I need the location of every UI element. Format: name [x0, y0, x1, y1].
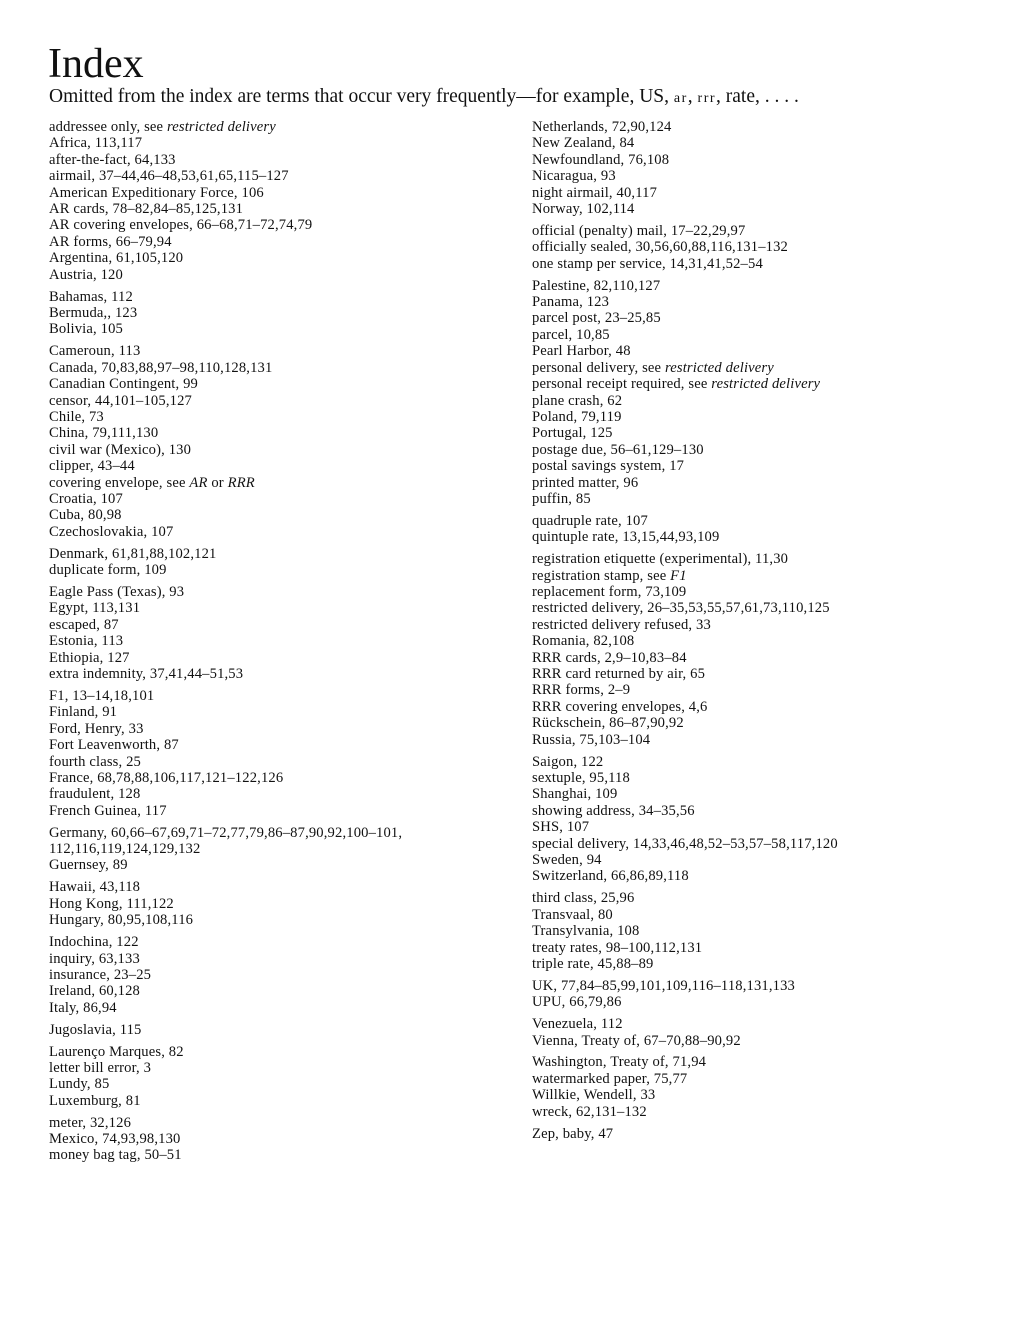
- index-entry-text: Pearl Harbor, 48: [532, 343, 631, 360]
- index-note-text: Omitted from the index are terms that occur very frequently—for example, US,: [49, 86, 674, 107]
- index-entry-text: duplicate form, 109: [49, 562, 167, 579]
- index-entry: [532, 923, 972, 939]
- index-entry-text: showing address, 34–35,56: [532, 802, 695, 819]
- index-entry-text: Palestine, 82,110,127: [532, 277, 661, 294]
- index-entry: [532, 294, 972, 310]
- index-entry-text: inquiry, 63,133: [49, 950, 140, 967]
- index-entry-text: Lundy, 85: [49, 1076, 110, 1093]
- index-entry: [49, 305, 489, 321]
- index-entry-text: Bolivia, 105: [49, 321, 123, 338]
- index-entry: [532, 852, 972, 868]
- index-note-ar: ar: [673, 91, 688, 106]
- index-note-tail: , rate, . . . .: [716, 86, 799, 107]
- index-entry-text: Russia, 75,103–104: [532, 731, 651, 748]
- index-entry: [532, 529, 972, 545]
- index-entry-text: wreck, 62,131–132: [532, 1103, 647, 1120]
- index-entry-text: Switzerland, 66,86,89,118: [532, 868, 689, 885]
- index-entry-text: plane crash, 62: [532, 392, 623, 409]
- index-entry: [49, 857, 489, 873]
- index-entry-text: or: [207, 474, 228, 491]
- index-entry-text: parcel post, 23–25,85: [532, 310, 661, 327]
- index-entry-text: Washington, Treaty of, 71,94: [532, 1054, 707, 1071]
- index-entry-text: F1, 13–14,18,101: [49, 687, 155, 704]
- index-entry-text: Germany, 60,66–67,69,71–72,77,79,86–87,90,92,100–101,: [49, 824, 403, 841]
- index-letter-group: [49, 1022, 489, 1038]
- index-entry: [532, 168, 972, 184]
- index-entry-text: RRR card returned by air, 65: [532, 666, 706, 682]
- index-entry: [49, 250, 489, 266]
- index-entry: [532, 600, 972, 616]
- index-entry-text: addressee only, see: [49, 119, 167, 135]
- index-entry: [532, 1054, 972, 1070]
- index-entry: [49, 770, 489, 786]
- index-entry-text: Ethiopia, 127: [49, 649, 130, 666]
- index-entry-text: Sweden, 94: [532, 851, 602, 868]
- index-letter-group: [532, 119, 972, 217]
- index-entry-text: RRR cards, 2,9–10,83–84: [532, 649, 687, 666]
- index-entry: [49, 376, 489, 392]
- index-entry: [49, 507, 489, 523]
- index-entry: [49, 321, 489, 337]
- index-entry-text: Vienna, Treaty of, 67–70,88–90,92: [532, 1032, 741, 1049]
- index-entry: [49, 343, 489, 359]
- index-entry: [532, 442, 972, 458]
- index-entry-text: personal delivery, see: [532, 359, 665, 376]
- index-entry: [532, 201, 972, 217]
- index-entry-text: printed matter, 96: [532, 474, 639, 491]
- index-entry: [532, 393, 972, 409]
- index-entry: [532, 513, 972, 529]
- index-entry: [532, 682, 972, 698]
- index-entry-text: third class, 25,96: [532, 890, 635, 907]
- index-entry: [532, 803, 972, 819]
- index-entry-text: Cuba, 80,98: [49, 507, 122, 524]
- index-entry-text: France, 68,78,88,106,117,121–122,126: [49, 769, 284, 786]
- index-entry-text: Egypt, 113,131: [49, 600, 141, 617]
- index-entry: [532, 223, 972, 239]
- index-letter-group: [49, 1044, 489, 1110]
- index-entry: [532, 1126, 972, 1142]
- index-entry: [49, 912, 489, 928]
- index-entry: [532, 458, 972, 474]
- index-letter-group: [49, 546, 489, 579]
- index-entry-text: quintuple rate, 13,15,44,93,109: [532, 529, 720, 546]
- index-entry-text: Venezuela, 112: [532, 1016, 623, 1033]
- index-entry-text: Chile, 73: [49, 408, 104, 425]
- index-entry-text: money bag tag, 50–51: [49, 1147, 182, 1164]
- index-entry-text: Guernsey, 89: [49, 857, 128, 874]
- index-entry: [49, 754, 489, 770]
- index-entry-text: replacement form, 73,109: [532, 583, 687, 600]
- index-entry-text: Zep, baby, 47: [532, 1125, 614, 1142]
- index-entry-text: Bermuda,, 123: [49, 304, 138, 321]
- index-entry: [532, 1071, 972, 1087]
- index-entry: [49, 825, 489, 858]
- index-entry-text: Panama, 123: [532, 294, 610, 311]
- index-entry: [49, 803, 489, 819]
- index-letter-group: [532, 513, 972, 546]
- index-entry: [532, 732, 972, 748]
- index-entry: [49, 617, 489, 633]
- index-entry: [49, 267, 489, 283]
- index-entry: [49, 152, 489, 168]
- index-letter-group: [49, 934, 489, 1016]
- index-entry: [49, 1093, 489, 1109]
- index-entry: [532, 185, 972, 201]
- index-entry: [532, 1104, 972, 1120]
- index-entry-text: quadruple rate, 107: [532, 512, 648, 529]
- index-entry: [49, 688, 489, 704]
- index-entry-text: registration stamp, see: [532, 567, 671, 584]
- index-entry: [49, 1000, 489, 1016]
- index-entry-text: fourth class, 25: [49, 753, 141, 770]
- index-entry: [532, 1033, 972, 1049]
- index-entry: [49, 666, 489, 682]
- index-entry: [532, 666, 972, 682]
- index-entry-text: New Zealand, 84: [532, 135, 635, 152]
- index-entry: [532, 940, 972, 956]
- index-entry: [49, 633, 489, 649]
- index-entry: [49, 737, 489, 753]
- index-entry-text: RRR forms, 2–9: [532, 682, 631, 699]
- index-entry: [49, 524, 489, 540]
- index-entry-text: Hungary, 80,95,108,116: [49, 912, 194, 929]
- index-letter-group: [532, 278, 972, 508]
- index-entry-cross-reference: RRR: [227, 474, 255, 491]
- index-letter-group: [49, 879, 489, 928]
- index-entry: [532, 310, 972, 326]
- index-column-right: [532, 119, 972, 1147]
- index-entry-text: Denmark, 61,81,88,102,121: [49, 545, 217, 562]
- index-entry-text: Africa, 113,117: [49, 135, 143, 152]
- index-entry: [49, 584, 489, 600]
- index-entry-text: Hong Kong, 111,122: [49, 895, 174, 912]
- index-entry: [532, 868, 972, 884]
- index-entry: [49, 983, 489, 999]
- index-entry: [49, 185, 489, 201]
- index-entry-text: Transvaal, 80: [532, 906, 613, 923]
- index-entry-text: letter bill error, 3: [49, 1059, 152, 1076]
- index-entry-text: sextuple, 95,118: [532, 769, 630, 786]
- index-letter-group: [532, 754, 972, 885]
- index-entry-text: RRR covering envelopes, 4,6: [532, 698, 708, 715]
- index-letter-group: [49, 289, 489, 338]
- index-letter-group: [49, 119, 489, 283]
- index-entry-text: China, 79,111,130: [49, 425, 159, 442]
- index-entry-text: AR cards, 78–82,84–85,125,131: [49, 201, 244, 218]
- index-entry-text: Argentina, 61,105,120: [49, 250, 184, 267]
- index-entry-text: registration etiquette (experimental), 11,30: [532, 551, 789, 568]
- index-entry-cross-reference: AR: [189, 474, 208, 491]
- index-entry: [49, 1076, 489, 1092]
- index-letter-group: [49, 825, 489, 874]
- index-entry: [532, 584, 972, 600]
- index-entry: [532, 715, 972, 731]
- index-entry: [532, 819, 972, 835]
- index-entry-text: puffin, 85: [532, 490, 591, 507]
- index-entry-cross-reference: restricted delivery: [664, 359, 774, 376]
- index-entry: [49, 360, 489, 376]
- index-entry-continuation: 112,116,119,124,129,132: [49, 841, 201, 858]
- index-entry-text: postal savings system, 17: [532, 458, 685, 475]
- index-entry: [532, 152, 972, 168]
- index-entry: [49, 217, 489, 233]
- index-entry: [532, 360, 972, 376]
- index-entry-text: Portugal, 125: [532, 425, 613, 442]
- index-entry: [532, 907, 972, 923]
- index-entry-text: AR covering envelopes, 66–68,71–72,74,79: [49, 217, 313, 234]
- index-entry-text: Italy, 86,94: [49, 999, 117, 1016]
- index-entry-text: Netherlands, 72,90,124: [532, 119, 672, 135]
- index-entry-cross-reference: restricted delivery: [711, 376, 821, 393]
- index-letter-group: [49, 688, 489, 819]
- index-entry: [49, 600, 489, 616]
- index-entry-text: Laurenço Marques, 82: [49, 1043, 184, 1060]
- index-entry-text: Estonia, 113: [49, 633, 124, 650]
- index-entry: [49, 409, 489, 425]
- index-entry: [49, 475, 489, 491]
- index-entry: [49, 934, 489, 950]
- index-note-separator: ,: [687, 86, 698, 107]
- index-entry: [532, 770, 972, 786]
- index-entry: [532, 278, 972, 294]
- index-entry: [532, 650, 972, 666]
- index-entry: [532, 568, 972, 584]
- index-entry-text: night airmail, 40,117: [532, 184, 658, 201]
- index-entry: [49, 951, 489, 967]
- index-entry-text: Jugoslavia, 115: [49, 1021, 142, 1038]
- index-entry: [49, 393, 489, 409]
- index-entry: [49, 562, 489, 578]
- index-entry: [49, 786, 489, 802]
- index-letter-group: [49, 343, 489, 540]
- index-entry-text: one stamp per service, 14,31,41,52–54: [532, 255, 763, 272]
- index-entry-text: Shanghai, 109: [532, 786, 618, 803]
- index-entry: [49, 546, 489, 562]
- index-entry-text: insurance, 23–25: [49, 966, 152, 983]
- index-entry-text: Cameroun, 113: [49, 343, 141, 360]
- index-entry: [532, 491, 972, 507]
- index-entry: [532, 890, 972, 906]
- index-entry-text: restricted delivery, 26–35,53,55,57,61,73,110,125: [532, 600, 830, 617]
- index-entry-text: Norway, 102,114: [532, 201, 635, 218]
- index-entry: [49, 1131, 489, 1147]
- index-entry: [49, 119, 489, 135]
- index-entry: [532, 135, 972, 151]
- index-entry: [49, 1044, 489, 1060]
- index-entry: [532, 409, 972, 425]
- index-entry-text: special delivery, 14,33,46,48,52–53,57–58,117,120: [532, 835, 838, 852]
- index-note: [49, 85, 799, 111]
- index-entry: [532, 551, 972, 567]
- index-entry-text: triple rate, 45,88–89: [532, 955, 654, 972]
- index-entry-text: Finland, 91: [49, 704, 118, 721]
- index-entry-text: covering envelope, see: [49, 474, 190, 491]
- index-entry-text: UPU, 66,79,86: [532, 994, 622, 1011]
- index-letter-group: [49, 584, 489, 682]
- index-entry: [49, 879, 489, 895]
- index-entry: [49, 650, 489, 666]
- index-entry-text: officially sealed, 30,56,60,88,116,131–132: [532, 239, 788, 256]
- index-letter-group: [532, 1016, 972, 1049]
- index-entry-text: personal receipt required, see: [532, 376, 712, 393]
- index-entry: [49, 721, 489, 737]
- index-entry: [532, 617, 972, 633]
- index-entry: [532, 836, 972, 852]
- index-entry: [532, 376, 972, 392]
- index-entry-text: Canada, 70,83,88,97–98,110,128,131: [49, 359, 273, 376]
- index-entry: [532, 754, 972, 770]
- index-entry-text: censor, 44,101–105,127: [49, 392, 192, 409]
- index-entry-text: civil war (Mexico), 130: [49, 441, 192, 458]
- index-entry-text: meter, 32,126: [49, 1114, 132, 1131]
- index-letter-group: [532, 978, 972, 1011]
- index-entry-text: Bahamas, 112: [49, 288, 133, 305]
- index-entry-text: parcel, 10,85: [532, 326, 610, 343]
- index-entry-text: airmail, 37–44,46–48,53,61,65,115–127: [49, 168, 289, 185]
- index-entry-text: Eagle Pass (Texas), 93: [49, 583, 185, 600]
- index-entry-text: Transylvania, 108: [532, 923, 640, 940]
- index-entry-text: AR forms, 66–79,94: [49, 233, 172, 250]
- index-entry-text: watermarked paper, 75,77: [532, 1070, 688, 1087]
- index-entry-text: fraudulent, 128: [49, 786, 141, 803]
- index-entry: [532, 327, 972, 343]
- index-entry: [49, 442, 489, 458]
- index-entry-text: Ford, Henry, 33: [49, 720, 144, 737]
- index-entry: [532, 1016, 972, 1032]
- index-entry-cross-reference: restricted delivery: [166, 119, 276, 135]
- index-entry: [49, 1022, 489, 1038]
- index-entry-text: Austria, 120: [49, 266, 123, 283]
- index-entry-text: after-the-fact, 64,133: [49, 151, 176, 168]
- index-entry: [49, 491, 489, 507]
- index-entry-text: postage due, 56–61,129–130: [532, 441, 704, 458]
- index-entry: [532, 1087, 972, 1103]
- index-entry: [532, 239, 972, 255]
- index-entry-text: treaty rates, 98–100,112,131: [532, 939, 703, 956]
- index-entry: [532, 786, 972, 802]
- index-entry: [532, 119, 972, 135]
- index-entry: [49, 896, 489, 912]
- index-entry: [532, 978, 972, 994]
- index-entry: [49, 458, 489, 474]
- index-letter-group: [49, 1115, 489, 1164]
- index-entry-text: extra indemnity, 37,41,44–51,53: [49, 666, 244, 682]
- index-entry-text: Canadian Contingent, 99: [49, 376, 198, 393]
- index-entry: [49, 425, 489, 441]
- index-entry: [49, 201, 489, 217]
- index-entry: [532, 256, 972, 272]
- index-entry: [532, 994, 972, 1010]
- index-entry: [49, 168, 489, 184]
- index-entry: [532, 699, 972, 715]
- index-entry-text: Nicaragua, 93: [532, 168, 616, 185]
- index-entry: [49, 967, 489, 983]
- index-note-rrr: rrr: [697, 91, 717, 106]
- index-letter-group: [532, 1126, 972, 1142]
- index-entry: [532, 633, 972, 649]
- index-letter-group: [532, 223, 972, 272]
- index-entry-text: French Guinea, 117: [49, 802, 167, 819]
- index-entry: [532, 425, 972, 441]
- index-entry-text: clipper, 43–44: [49, 458, 135, 475]
- index-entry: [49, 1060, 489, 1076]
- index-entry-text: UK, 77,84–85,99,101,109,116–118,131,133: [532, 977, 795, 994]
- index-entry: [532, 475, 972, 491]
- index-letter-group: [532, 551, 972, 748]
- index-entry-text: restricted delivery refused, 33: [532, 616, 711, 633]
- index-letter-group: [532, 1054, 972, 1120]
- index-entry: [49, 289, 489, 305]
- index-entry-cross-reference: F1: [670, 567, 687, 584]
- index-entry-text: Fort Leavenworth, 87: [49, 737, 179, 754]
- index-entry-text: Saigon, 122: [532, 753, 604, 770]
- index-entry: [532, 343, 972, 359]
- index-entry: [49, 704, 489, 720]
- index-entry: [532, 956, 972, 972]
- index-entry: [49, 1147, 489, 1163]
- index-entry: [49, 1115, 489, 1131]
- index-entry-text: Indochina, 122: [49, 934, 139, 951]
- index-entry-text: Rückschein, 86–87,90,92: [532, 715, 684, 732]
- index-entry-text: escaped, 87: [49, 616, 119, 633]
- index-entry-text: Mexico, 74,93,98,130: [49, 1131, 181, 1148]
- index-entry-text: Newfoundland, 76,108: [532, 151, 670, 168]
- index-entry-text: Ireland, 60,128: [49, 983, 141, 1000]
- index-entry-text: official (penalty) mail, 17–22,29,97: [532, 222, 746, 239]
- index-letter-group: [532, 890, 972, 972]
- index-entry-text: Czechoslovakia, 107: [49, 523, 174, 540]
- index-entry-text: American Expeditionary Force, 106: [49, 184, 264, 201]
- index-entry-text: Croatia, 107: [49, 490, 123, 507]
- index-entry-text: Luxemburg, 81: [49, 1092, 141, 1109]
- index-entry: [49, 234, 489, 250]
- index-entry-text: Romania, 82,108: [532, 633, 635, 650]
- index-entry-text: Poland, 79,119: [532, 408, 622, 425]
- index-column-left: [49, 119, 489, 1169]
- index-entry-text: Hawaii, 43,118: [49, 879, 141, 896]
- page-title: Index: [48, 41, 144, 87]
- index-entry-text: SHS, 107: [532, 819, 590, 836]
- index-entry: [49, 135, 489, 151]
- index-entry-text: Willkie, Wendell, 33: [532, 1087, 656, 1104]
